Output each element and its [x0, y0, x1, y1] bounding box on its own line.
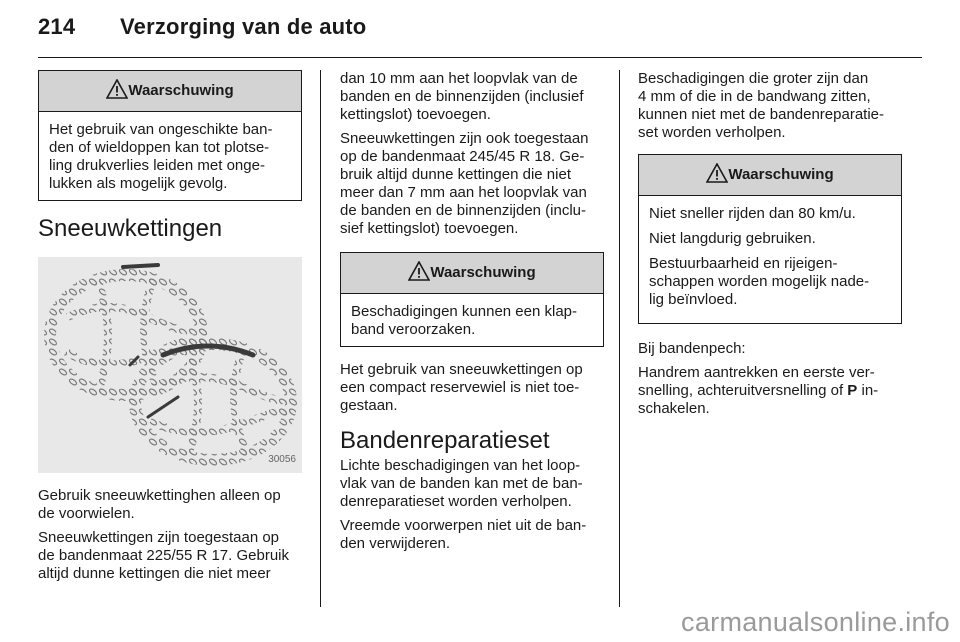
text-line: 4 mm of die in de bandwang zitten, — [638, 88, 871, 105]
text-line: Het gebruik van ongeschikte ban- — [49, 121, 273, 138]
paragraph — [638, 70, 902, 142]
text-line: bruik altijd dunne kettingen die niet — [340, 166, 571, 183]
text-line: de bandenmaat 225/55 R 17. Gebruik — [38, 547, 290, 564]
paragraph — [340, 457, 604, 511]
page-title: Verzorging van de auto — [120, 14, 367, 39]
column-divider — [320, 70, 321, 607]
text-line: altijd dunne kettingen die niet meer — [38, 565, 271, 582]
warning-box — [340, 252, 604, 347]
paragraph — [649, 255, 891, 309]
watermark: carmanualsonline.info — [681, 607, 950, 637]
text-line: sief kettingslot) toevoegen. — [340, 220, 519, 237]
text-line: vlak van de banden kan met de ban- — [340, 475, 583, 492]
text-line: banden en de binnenzijden (inclusief — [340, 88, 584, 105]
text-line: Bestuurbaarheid en rijeigen- — [649, 255, 838, 272]
section-heading-sneeuwkettingen: Sneeuwkettingen — [38, 215, 223, 242]
column-3 — [638, 70, 902, 424]
warning-icon — [408, 261, 430, 281]
text-line: dan 10 mm aan het loopvlak van de — [340, 70, 578, 87]
warning-text — [39, 112, 301, 200]
paragraph — [340, 130, 604, 238]
text-line: een compact reservewiel is niet toe- — [340, 379, 580, 396]
warning-text — [341, 294, 603, 346]
text-line: Beschadigingen die groter zijn dan — [638, 70, 869, 87]
text-line: Het gebruik van sneeuwkettingen op — [340, 361, 583, 378]
text-line: Sneeuwkettingen zijn ook toegestaan — [340, 130, 589, 147]
text-line: denreparatieset worden verholpen. — [340, 493, 572, 510]
snow-chains-illustration — [38, 257, 302, 473]
warning-header — [639, 155, 901, 196]
text-line: schappen worden mogelijk nade- — [649, 273, 870, 290]
column-divider — [619, 70, 620, 607]
text-line: den verwijderen. — [340, 535, 451, 552]
text-line: gestaan. — [340, 397, 398, 414]
paragraph — [38, 529, 302, 583]
text-line: Vreemde voorwerpen niet uit de ban- — [340, 517, 587, 534]
text-line: meer dan 7 mm aan het loopvlak van — [340, 184, 587, 201]
warning-icon — [706, 163, 728, 183]
column-2 — [340, 70, 604, 559]
text-line: ling drukverlies leiden met onge- — [49, 157, 265, 174]
warning-header — [39, 71, 301, 112]
text-line: op de bandenmaat 245/45 R 18. Ge- — [340, 148, 585, 165]
header-rule — [38, 57, 922, 58]
warning-box — [38, 70, 302, 201]
text-line: Beschadigingen kunnen een klap- — [351, 303, 578, 320]
column-1 — [38, 70, 302, 589]
text-line: band veroorzaken. — [351, 321, 476, 338]
text-line: Niet sneller rijden dan 80 km/u. — [649, 205, 856, 222]
text-line: de voorwielen. — [38, 505, 135, 522]
page-number: 214 — [38, 14, 76, 39]
paragraph — [38, 487, 302, 523]
warning-title: Waarschuwing — [728, 166, 834, 183]
text-span: snelling, achteruitversnelling of — [638, 382, 848, 399]
warning-header — [341, 253, 603, 294]
section-heading-bandenreparatieset: Bandenreparatieset — [340, 427, 550, 454]
warning-title: Waarschuwing — [430, 264, 536, 281]
warning-box — [638, 154, 902, 324]
text-line — [638, 382, 902, 400]
text-line: de banden en de binnenzijden (inclu- — [340, 202, 587, 219]
paragraph: Bij bandenpech: — [638, 340, 746, 357]
text-line: Niet langdurig gebruiken. — [649, 230, 816, 247]
paragraph — [340, 517, 604, 553]
text-line: schakelen. — [638, 400, 710, 417]
warning-icon — [106, 79, 128, 99]
gear-letter: P — [847, 382, 858, 399]
text-line: set worden verholpen. — [638, 124, 786, 141]
text-line: Lichte beschadigingen van het loop- — [340, 457, 581, 474]
paragraph — [340, 70, 604, 124]
text-line: Gebruik sneeuwkettinghen alleen op — [38, 487, 281, 504]
text-line: kunnen niet met de bandenreparatie- — [638, 106, 885, 123]
text-line: lig beïnvloed. — [649, 291, 738, 308]
text-line: lukken als mogelijk gevolg. — [49, 175, 228, 192]
paragraph — [638, 364, 902, 418]
text-line: Sneeuwkettingen zijn toegestaan op — [38, 529, 280, 546]
text-line: Handrem aantrekken en eerste ver- — [638, 364, 875, 381]
page-header — [38, 14, 366, 40]
image-code: 30056 — [268, 454, 296, 465]
text-span: in- — [857, 382, 879, 399]
paragraph — [340, 361, 604, 415]
text-line: den of wieldoppen kan tot plotse- — [49, 139, 270, 156]
warning-text — [639, 196, 901, 323]
snow-chains-photo — [38, 257, 302, 473]
warning-title: Waarschuwing — [128, 82, 234, 99]
text-line: kettingslot) toevoegen. — [340, 106, 491, 123]
